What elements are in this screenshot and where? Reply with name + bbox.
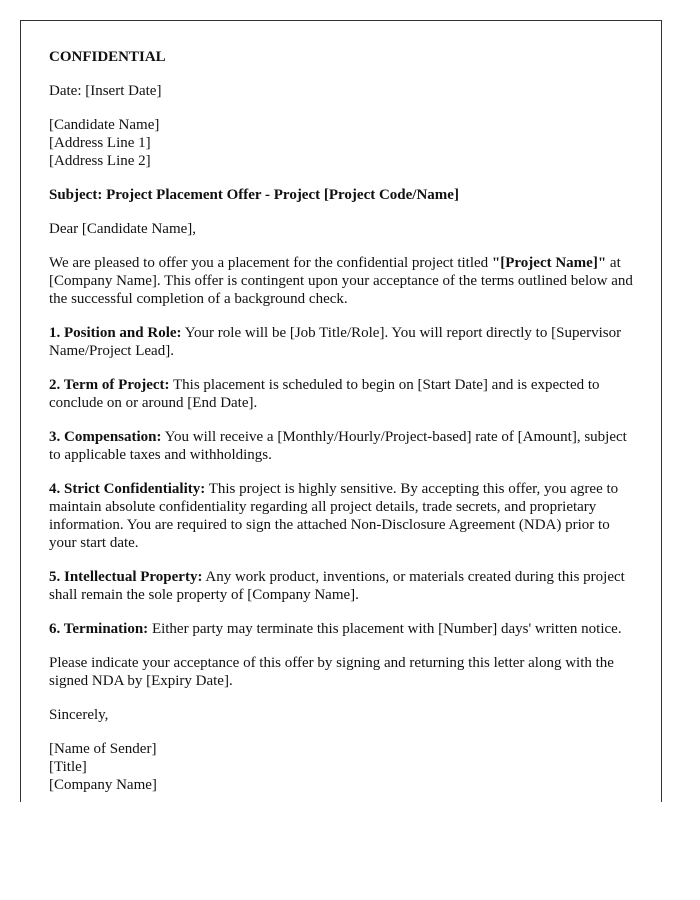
section-position-role xyxy=(49,324,633,360)
intro-before: We are pleased to offer you a placement for the confidential project titled xyxy=(49,255,492,271)
section-text: This placement is scheduled to begin on [Start Date] and is expected to conclude on or around [End Date]. xyxy=(49,377,600,411)
section-label: 6. Termination: xyxy=(49,621,149,637)
section-term xyxy=(49,376,633,412)
section-text: You will receive a [Monthly/Hourly/Project-based] rate of [Amount], subject to applicable taxes and withholdings. xyxy=(49,429,627,463)
section-label: 1. Position and Role: xyxy=(49,325,182,341)
recipient-name: [Candidate Name] xyxy=(49,117,160,133)
section-label: 3. Compensation: xyxy=(49,429,162,445)
heading-text: CONFIDENTIAL xyxy=(49,49,166,65)
section-text: Either party may terminate this placement with [Number] days' written notice. xyxy=(148,621,622,637)
section-confidentiality xyxy=(49,480,633,552)
letter-viewport xyxy=(20,20,662,802)
intro-paragraph xyxy=(49,254,633,308)
section-compensation xyxy=(49,428,633,464)
section-intellectual-property xyxy=(49,568,633,604)
date-line: Date: [Insert Date] xyxy=(49,83,162,99)
sign-off: Sincerely, xyxy=(49,707,109,723)
section-label: 2. Term of Project: xyxy=(49,377,170,393)
section-text: Your role will be [Job Title/Role]. You will report directly to [Supervisor Name/Project Lead]. xyxy=(49,325,622,359)
closing-request: Please indicate your acceptance of this offer by signing and returning this letter along with the signed NDA by [Expiry Date]. xyxy=(49,655,614,689)
intro-after: at [Company Name]. This offer is contingent upon your acceptance of the terms outlined below and the successful completion of a background check. xyxy=(49,255,633,307)
subject-text: Subject: Project Placement Offer - Project [Project Code/Name] xyxy=(49,187,459,203)
section-text: Any work product, inventions, or materials created during this project shall remain the sole property of [Company Name]. xyxy=(49,569,625,603)
offer-letter xyxy=(20,20,662,802)
confidential-heading xyxy=(49,48,633,66)
sender-title: [Title] xyxy=(49,759,87,775)
subject-line xyxy=(49,186,633,204)
signature-block xyxy=(49,740,633,794)
project-title: "[Project Name]" xyxy=(491,255,607,271)
salutation: Dear [Candidate Name], xyxy=(49,221,197,237)
section-text: This project is highly sensitive. By accepting this offer, you agree to maintain absolute confidentiality regarding all project details, trade secrets, and proprietary information. You are required to sign the attached Non-Disclosure Agreement (NDA) prior to your start date. xyxy=(49,481,619,551)
section-label: 5. Intellectual Property: xyxy=(49,569,203,585)
address-line-1: [Address Line 1] xyxy=(49,135,151,151)
sender-company: [Company Name] xyxy=(49,777,157,793)
section-termination xyxy=(49,620,633,638)
section-label: 4. Strict Confidentiality: xyxy=(49,481,206,497)
address-line-2: [Address Line 2] xyxy=(49,153,151,169)
sender-name: [Name of Sender] xyxy=(49,741,157,757)
recipient-address xyxy=(49,116,633,170)
